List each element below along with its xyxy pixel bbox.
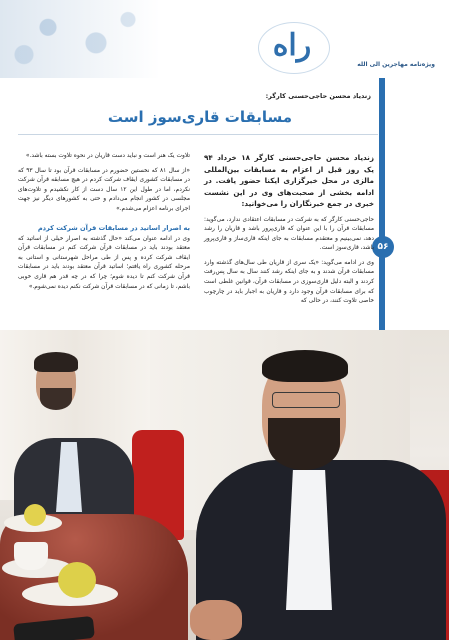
page-header (0, 0, 449, 84)
paragraph: وی در ادامه عنوان می‌کند «حال گذشته به اصرار خیلی از اساتید که معتقد بودند باید در مسابقات قرآن شرکت کنم در مسابقات قرآن ایقاف شرکت کرده و پس از طی مراحل شهرستانی و استانی به مرحله کشوری راه یافتم؛ اساتید قرآن معتقد بودند باید در مسابقات قرآن شرکت کنم تا دیده شوم؛ چرا که در چه قدر هم قاری خوبی باشم، تا زمانی که در مسابقات قرآن شرکت نکنم دیده نمی‌شوم.» (18, 235, 190, 290)
paragraph: حاجی‌حسنی کارگر که به شرکت در مسابقات اعتقادی ندارد، می‌گوید: مسابقات قرآن را با این عنوان که قاری‌پرور باشد و قاریان را رشد دهد، نمی‌بینیم و معتقدم مسابقات به جای اینکه قاری‌ساز و قاری‌پرور باشد، قاری‌سوز است. (204, 216, 374, 252)
column-left (18, 152, 190, 297)
cup (14, 542, 48, 570)
paragraph: تلاوت یک هنر است و نباید دست قاریان در نحوه تلاوت بسته باشد.» (25, 153, 190, 159)
column-right (204, 152, 374, 312)
apple (58, 562, 96, 598)
person-right-beard (268, 418, 340, 470)
article-title: مسابقات قاری‌سوز است (107, 108, 293, 126)
magazine-logo-icon: راه (272, 28, 312, 63)
paragraph: «از سال ۸۱ که نخستین حضورم در مسابقات قرآن بود تا سال ۹۳ که در مسابقات کشوری ایقاف شرکت کردم در هیچ مسابقه قرآن شرکت نکردم، اما در طول این ۱۲ سال دست از کار نکشیدم و تلاوت‌های مجلسی در کشور انجام می‌دادم و حتی به کشورهای دیگر نیز جهت اجرای برنامه اعزام می‌شدم.» (18, 167, 190, 212)
article-lead: زندیاد محسن حاجی‌حسنی کارگر ۱۸ خرداد ۹۴ یک روز قبل از اعزام به مسابقات بین‌المللی مالزی در محل خبرگزاری ایکنا حضور یافت. در ادامه بخشی از صحبت‌های وی در این نشست خبری در جمع خبرنگاران را می‌خوانید: (204, 153, 375, 208)
header-subtitle: ویژه‌نامه مهاجرین الی الله (357, 61, 435, 68)
person-right-hair (262, 350, 348, 382)
hand (190, 600, 242, 640)
section-subhead: به اصرار اساتید در مسابقات قرآن شرکت کردم (37, 223, 190, 232)
title-divider (18, 134, 378, 135)
person-right-shirt (286, 470, 332, 610)
header-pattern (0, 0, 160, 78)
article-kicker: زندیاد محسن حاجی‌حسنی کارگر: (265, 92, 371, 100)
apple (24, 504, 46, 526)
paragraph: وی در ادامه می‌گوید: «یک سری از قاریان طی سال‌های گذشته وارد مسابقات قرآن شدند و به جای اینکه رشد کنند سال به سال پس‌رفت کردند و البته دلیل قاری‌سوزی در مسابقات قرآن، قوانین غلطی است که برای مسابقات قرآن وجود دارد و قاریان به اجبار باید در چارچوب خاصی تلاوت کنند، در حالی که (204, 259, 374, 305)
page-number: ۵۶ (372, 236, 394, 258)
interview-photo (0, 330, 449, 640)
person-left-beard (40, 388, 72, 410)
person-left-hair (34, 352, 78, 372)
glasses (272, 392, 340, 408)
